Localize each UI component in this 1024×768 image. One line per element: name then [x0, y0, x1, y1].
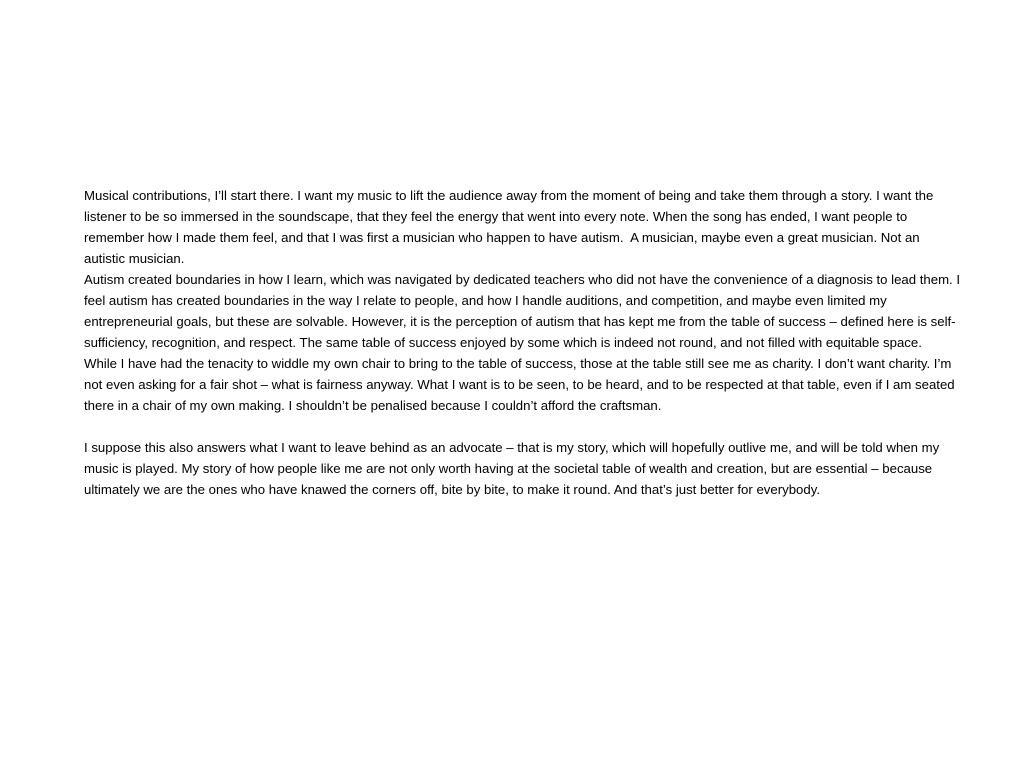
paragraph-spacer — [84, 416, 964, 437]
document-body — [84, 185, 964, 500]
paragraph-advocate-legacy: I suppose this also answers what I want to leave behind as an advocate – that is my story, which will hopefully outlive me, and will be told when my music is played. My story of how people like me are not only worth having at the societal table of wealth and creation, but are essential – because ultimately we are the ones who have knawed the corners off, bite by bite, to make it round. And that’s just better for everybody. — [84, 440, 943, 497]
paragraph-musical-contributions: Musical contributions, I’ll start there. I want my music to lift the audience away from the moment of being and take them through a story. I want the listener to be so immersed in the soundscape, that they feel the energy that went into every note. When the song has ended, I want people to remember how I made them feel, and that I was first a musician who happen to have autism. A musician, maybe even a great musician. Not an autistic musician. — [84, 188, 937, 266]
paragraph-autism-boundaries: Autism created boundaries in how I learn, which was navigated by dedicated teachers who did not have the convenience of a diagnosis to lead them. I feel autism has created boundaries in the way I relate to people, and how I handle auditions, and competition, and maybe even limited my entrepreneurial goals, but these are solvable. However, it is the perception of autism that has kept me from the table of success – defined here is self-sufficiency, recognition, and respect. The same table of success enjoyed by some which is indeed not round, and not filled with equitable space. — [84, 272, 964, 350]
paragraph-table-of-success: While I have had the tenacity to widdle my own chair to bring to the table of success, those at the table still see me as charity. I don’t want charity. I’m not even asking for a fair shot – what is fairness anyway. What I want is to be seen, to be heard, and to be respected at that table, even if I am seated there in a chair of my own making. I shouldn’t be penalised because I couldn’t afford the craftsman. — [84, 356, 959, 413]
